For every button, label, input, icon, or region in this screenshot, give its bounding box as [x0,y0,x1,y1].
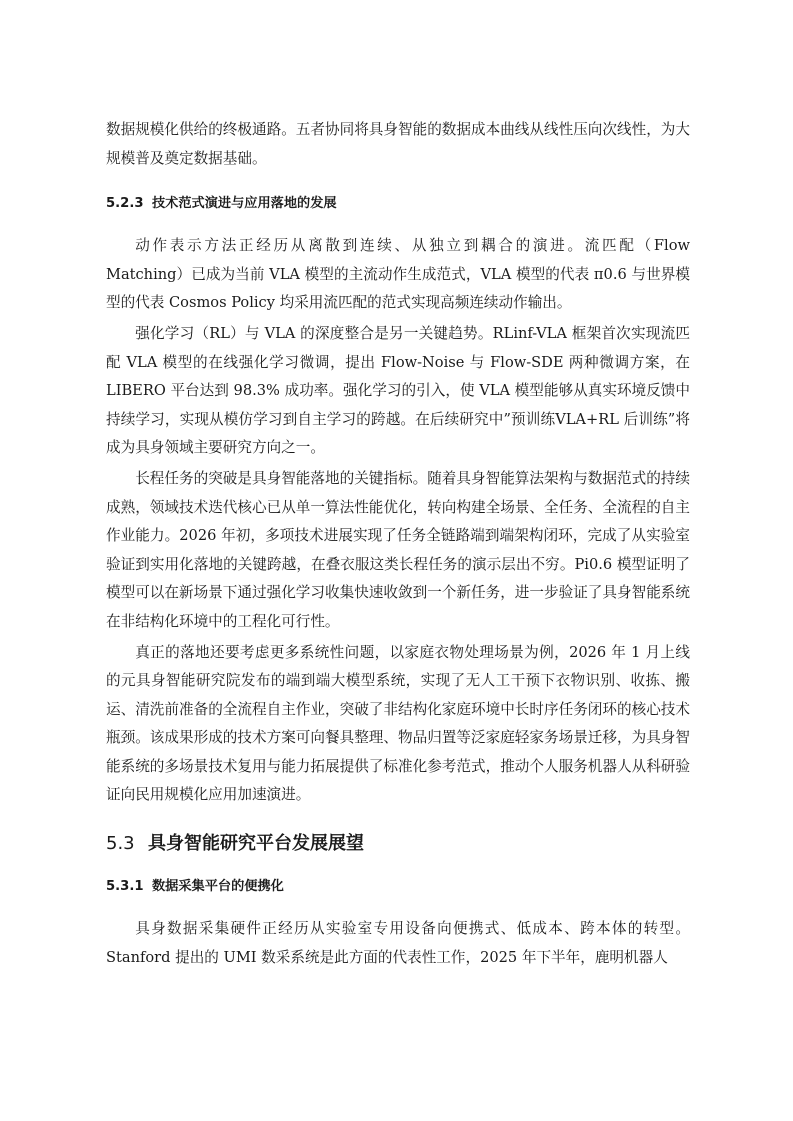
section-number: 5.3 [106,833,135,855]
section-title: 具身智能研究平台发展展望 [148,833,364,855]
paragraph-rl-vla: 强化学习（RL）与 VLA 的深度整合是另一关键趋势。RLinf-VLA 框架首次实现流匹配 VLA 模型的在线强化学习微调，提出 Flow-Noise 与 Flow-SDE 两种微调方案，在 LIBERO 平台达到 98.3% 成功率。强化学习的引入，使 VLA 模型能够从真实环境反馈中持续学习，实现从模仿学习到自主学习的跨越。在后续研究中”预训练VLA+RL 后训练”将成为具身领域主要研究方向之一。 [106,324,690,457]
subsection-title: 数据采集平台的便携化 [152,879,284,895]
paragraph-deployment: 真正的落地还要考虑更多系统性问题，以家庭衣物处理场景为例，2026 年 1 月上线的元具身智能研究院发布的端到端大模型系统，实现了无人工干预下衣物识别、收拣、搬运、清洗前准备的全流程自主作业，突破了非结构化家庭环境中长时序任务闭环的核心技术瓶颈。该成果形成的技术方案可向餐具整理、物品归置等泛家庭轻家务场景迁移，为具身智能系统的多场景技术复用与能力拓展提供了标准化参考范式，推动个人服务机器人从科研验证向民用规模化应用加速演进。 [106,643,690,804]
section-heading-5-3 [106,832,690,856]
continuation-paragraph: 数据规模化供给的终极通路。五者协同将具身智能的数据成本曲线从线性压向次线性，为大规模普及奠定数据基础。 [106,121,690,167]
subsection-title: 技术范式演进与应用落地的发展 [152,196,337,212]
subsection-number: 5.3.1 [106,879,144,895]
subsection-heading-5-2-3 [106,194,690,214]
subsection-heading-5-3-1 [106,877,690,897]
paragraph-flow-matching: 动作表示方法正经历从离散到连续、从独立到耦合的演进。流匹配（Flow Matching）已成为当前 VLA 模型的主流动作生成范式，VLA 模型的代表 π0.6 与世界模型的代表 Cosmos Policy 均采用流匹配的范式实现高频连续动作输出。 [106,237,690,312]
paragraph-data-collection: 具身数据采集硬件正经历从实验室专用设备向便携式、低成本、跨本体的转型。Stanford 提出的 UMI 数采系统是此方面的代表性工作，2025 年下半年，鹿明机器人 [106,920,690,966]
paragraph-long-horizon: 长程任务的突破是具身智能落地的关键指标。随着具身智能算法架构与数据范式的持续成熟，领域技术迭代核心已从单一算法性能优化，转向构建全场景、全任务、全流程的自主作业能力。2026 年初，多项技术进展实现了任务全链路端到端架构闭环，完成了从实验室验证到实用化落地的关键跨越，在叠衣服这类长程任务的演示层出不穷。Pi0.6 模型证明了模型可以在新场景下通过强化学习收集快速收敛到一个新任务，进一步验证了具身智能系统在非结构化环境中的工程化可行性。 [106,469,690,630]
document-page [106,116,690,972]
subsection-number: 5.2.3 [106,196,144,212]
